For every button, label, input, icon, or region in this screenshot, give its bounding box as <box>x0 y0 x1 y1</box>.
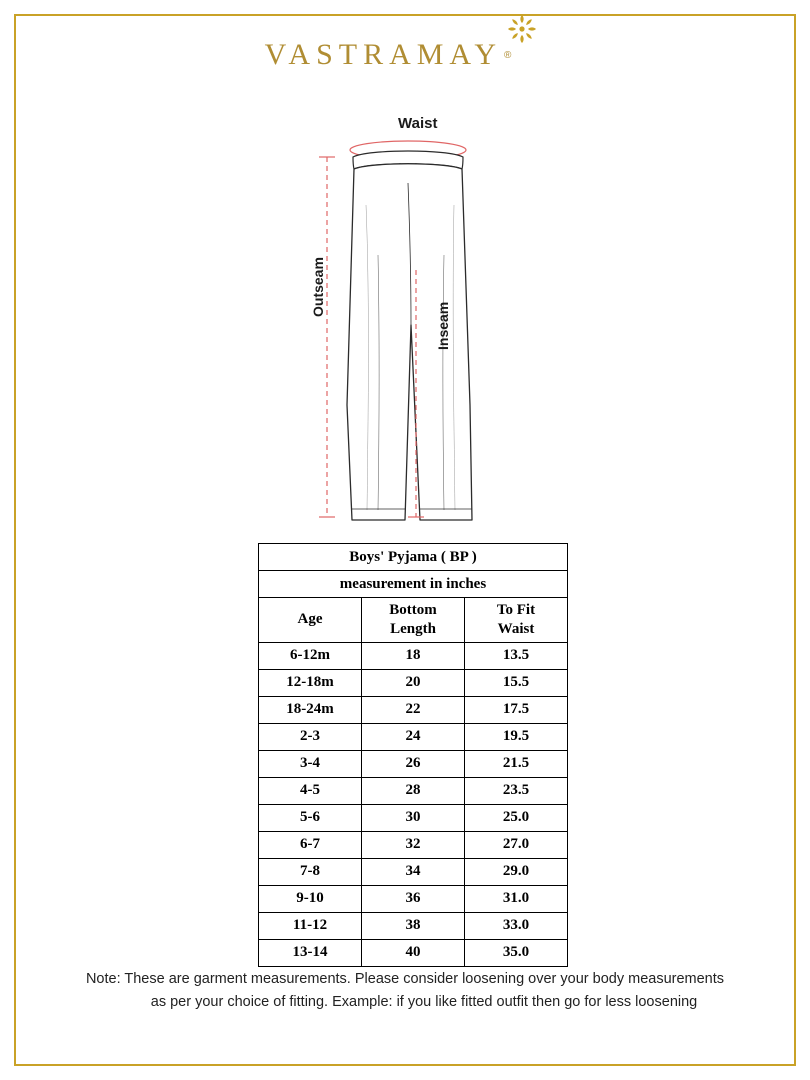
label-waist: Waist <box>398 115 438 132</box>
cell-to-fit-waist: 23.5 <box>465 777 568 804</box>
cell-bottom-length: 22 <box>362 696 465 723</box>
cell-age: 2-3 <box>259 723 362 750</box>
cell-bottom-length: 18 <box>362 642 465 669</box>
cell-to-fit-waist: 31.0 <box>465 885 568 912</box>
cell-age: 6-12m <box>259 642 362 669</box>
column-header-to-fit-waist-line2: Waist <box>497 620 535 637</box>
cell-bottom-length: 20 <box>362 669 465 696</box>
cell-age: 4-5 <box>259 777 362 804</box>
note-line-1: Note: These are garment measurements. Please consider loosening over your body measurements <box>85 971 725 987</box>
label-outseam: Outseam <box>310 257 326 317</box>
cell-age: 18-24m <box>259 696 362 723</box>
table-row <box>259 642 568 669</box>
cell-to-fit-waist: 29.0 <box>465 858 568 885</box>
table-title: Boys' Pyjama ( BP ) <box>259 544 568 571</box>
brand-header <box>0 38 810 72</box>
table-header-row <box>259 598 568 643</box>
table-row <box>259 858 568 885</box>
measurement-note <box>36 968 774 1014</box>
table-row <box>259 885 568 912</box>
table-title-row <box>259 544 568 571</box>
cell-to-fit-waist: 13.5 <box>465 642 568 669</box>
brand-lockup <box>265 38 546 72</box>
size-table <box>258 543 568 967</box>
table-row <box>259 696 568 723</box>
brand-name: VASTRAMAY <box>264 38 503 71</box>
column-header-age: Age <box>259 598 362 643</box>
cell-to-fit-waist: 21.5 <box>465 750 568 777</box>
column-header-bottom-length <box>362 598 465 643</box>
cell-to-fit-waist: 17.5 <box>465 696 568 723</box>
column-header-bottom-length-line1: Bottom <box>389 602 437 618</box>
cell-age: 11-12 <box>259 912 362 939</box>
table-row <box>259 939 568 966</box>
cell-age: 13-14 <box>259 939 362 966</box>
cell-age: 9-10 <box>259 885 362 912</box>
cell-bottom-length: 32 <box>362 831 465 858</box>
cell-to-fit-waist: 35.0 <box>465 939 568 966</box>
cell-age: 5-6 <box>259 804 362 831</box>
table-row <box>259 831 568 858</box>
cell-bottom-length: 38 <box>362 912 465 939</box>
table-subtitle-row <box>259 571 568 598</box>
cell-age: 3-4 <box>259 750 362 777</box>
table-row <box>259 912 568 939</box>
floral-ornament-icon <box>505 12 539 46</box>
cell-to-fit-waist: 27.0 <box>465 831 568 858</box>
cell-bottom-length: 24 <box>362 723 465 750</box>
cell-bottom-length: 34 <box>362 858 465 885</box>
cell-to-fit-waist: 15.5 <box>465 669 568 696</box>
cell-bottom-length: 26 <box>362 750 465 777</box>
column-header-bottom-length-line2: Length <box>390 620 436 637</box>
cell-age: 7-8 <box>259 858 362 885</box>
cell-bottom-length: 30 <box>362 804 465 831</box>
table-row <box>259 777 568 804</box>
table-row <box>259 750 568 777</box>
column-header-to-fit-waist-line1: To Fit <box>496 602 536 618</box>
pyjama-illustration <box>248 105 568 535</box>
table-subtitle: measurement in inches <box>259 571 568 598</box>
cell-bottom-length: 40 <box>362 939 465 966</box>
label-inseam: Inseam <box>435 301 451 350</box>
registered-mark: ® <box>504 49 512 61</box>
size-table-container <box>258 543 568 967</box>
cell-age: 12-18m <box>259 669 362 696</box>
table-row <box>259 669 568 696</box>
cell-age: 6-7 <box>259 831 362 858</box>
cell-to-fit-waist: 33.0 <box>465 912 568 939</box>
cell-to-fit-waist: 19.5 <box>465 723 568 750</box>
cell-to-fit-waist: 25.0 <box>465 804 568 831</box>
table-row <box>259 723 568 750</box>
cell-bottom-length: 28 <box>362 777 465 804</box>
cell-bottom-length: 36 <box>362 885 465 912</box>
column-header-to-fit-waist <box>465 598 568 643</box>
table-row <box>259 804 568 831</box>
note-line-2: as per your choice of fitting. Example: if you like fitted outfit then go for less loosening <box>150 994 698 1011</box>
